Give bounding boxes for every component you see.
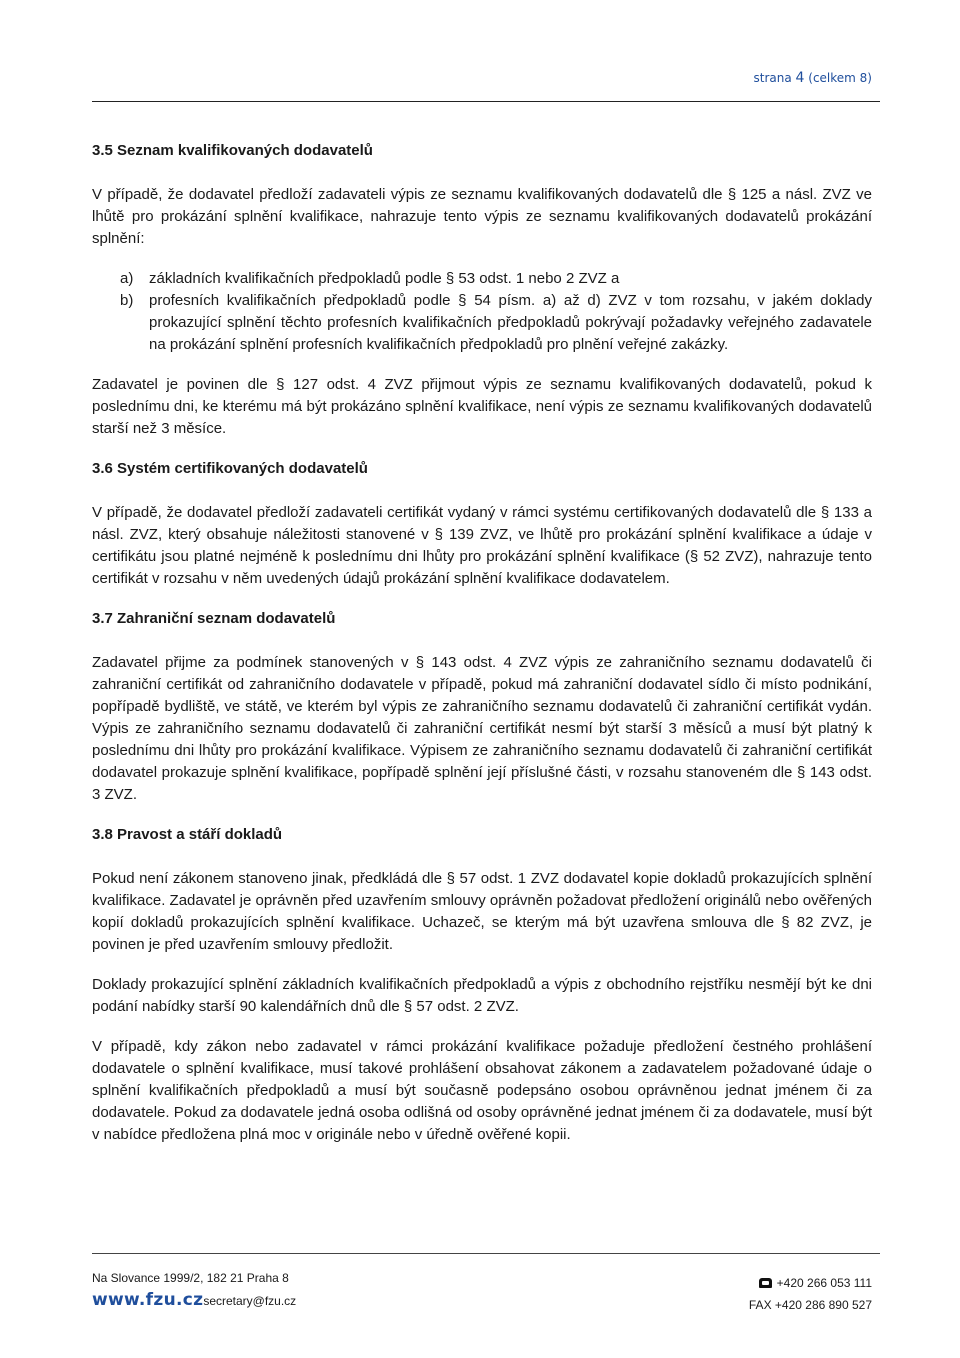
website-link[interactable]: www.fzu.cz <box>92 1290 204 1310</box>
paragraph: V případě, že dodavatel předloží zadavateli výpis ze seznamu kvalifikovaných dodavatelů dle § 125 a násl. ZVZ ve lhůtě pro prokázání splnění kvalifikace, nahrazuje tento výpis ze seznamu kvalifikovaných dodavatelů prokázání splnění: <box>92 186 872 247</box>
paragraph: V případě, kdy zákon nebo zadavatel v rámci prokázání kvalifikace požaduje předložení čestného prohlášení dodavatele o splnění kvalifikace, musí takové prohlášení obsahovat zákonem a zadavatelem požadované údaje o splnění kvalifikačních předpokladů a musí být současně podepsáno osobou oprávněnou jednat jménem či za dodavatele. Pokud za dodavatele jedná osoba odlišná od osoby oprávněné jednat jménem či za dodavatele, musí být v nabídce předložena plná moc v originále nebo v úředně ověřené kopii. <box>92 1038 872 1143</box>
page-suffix: (celkem 8) <box>804 71 872 85</box>
email-link[interactable]: secretary@fzu.cz <box>203 1294 297 1308</box>
header-divider <box>92 101 880 102</box>
list-item-text: profesních kvalifikačních předpokladů podle § 54 písm. a) až d) ZVZ v tom rozsahu, v jakém doklady prokazující splnění těchto profesních kvalifikačních předpokladů pokrývají požadavky veřejného zadavatele na prokázání splnění profesních kvalifikačních předpokladů pro plnění veřejné zakázky. <box>149 292 872 353</box>
list-item <box>92 290 872 356</box>
requirements-list <box>92 268 872 356</box>
paragraph: Zadavatel přijme za podmínek stanovených v § 143 odst. 4 ZVZ výpis ze zahraničního seznamu dodavatelů či zahraniční certifikát od zahraničního dodavatele v případě, pokud má zahraniční dodavatel sídlo či místo podnikání, popřípadě bydliště, ve státě, ve kterém byl výpis ze zahraničního seznamu dodavatelů či zahraniční certifikát vydán. Výpis ze zahraničního seznamu dodavatelů či zahraniční certifikát nesmí být starší 3 měsíců a musí být platný k poslednímu dni lhůty pro prokázání kvalifikace. Výpisem ze zahraničního seznamu dodavatelů či zahraniční certifikát dodavatel prokazuje splnění kvalifikace, popřípadě splnění její příslušné části, v rozsahu stanoveném dle § 143 odst. 3 ZVZ. <box>92 654 872 803</box>
paragraph: Pokud není zákonem stanoveno jinak, předkládá dle § 57 odst. 1 ZVZ dodavatel kopie dokladů prokazujících splnění kvalifikace. Zadavatel je oprávněn před uzavřením smlouvy oprávněn požadovat předložení originálů nebo ověřených kopií dokladů prokazujících splnění kvalifikace. Uchazeč, se kterým má být uzavřena smlouva dle § 82 ZVZ, je povinen je před uzavřením smlouvy předložit. <box>92 870 872 953</box>
page-number: 4 <box>795 70 805 86</box>
footer-phone-line <box>749 1272 872 1294</box>
footer-web-line <box>92 1292 296 1309</box>
section-title: 3.5 Seznam kvalifikovaných dodavatelů <box>92 142 373 159</box>
paragraph: Zadavatel je povinen dle § 127 odst. 4 ZVZ přijmout výpis ze seznamu kvalifikovaných dodavatelů, pokud k poslednímu dni, ke kterému má být prokázáno splnění kvalifikace, není výpis ze seznamu kvalifikovaných dodavatelů starší než 3 měsíce. <box>92 376 872 437</box>
section-3-5 <box>92 140 872 440</box>
section-title: 3.6 Systém certifikovaných dodavatelů <box>92 460 368 477</box>
list-marker: a) <box>120 270 134 287</box>
list-marker: b) <box>120 292 134 309</box>
footer-divider <box>92 1253 880 1254</box>
paragraph: V případě, že dodavatel předloží zadavateli certifikát vydaný v rámci systému certifikovaných dodavatelů dle § 133 a násl. ZVZ, který obsahuje náležitosti stanovené v § 139 ZVZ, ve lhůtě pro prokázání splnění kvalifikace a údaje v certifikátu jsou platné nejméně k poslednímu dni lhůty pro prokázání splnění kvalifikace (§ 52 ZVZ), nahrazuje tento certifikát v rozsahu v něm uvedených údajů prokázání splnění kvalifikace dodavatelem. <box>92 504 872 587</box>
footer-phone: +420 266 053 111 <box>776 1276 872 1290</box>
footer-contact-left <box>92 1270 296 1309</box>
page-number-label <box>754 70 873 86</box>
page-prefix: strana <box>753 71 796 85</box>
list-item-text: základních kvalifikačních předpokladů podle § 53 odst. 1 nebo 2 ZVZ a <box>149 270 620 287</box>
document-body <box>92 140 872 1164</box>
footer-contact-right <box>749 1272 872 1316</box>
section-3-7 <box>92 608 872 806</box>
footer-address: Na Slovance 1999/2, 182 21 Praha 8 <box>92 1271 289 1285</box>
phone-icon <box>759 1278 772 1288</box>
section-3-8 <box>92 824 872 1146</box>
list-item <box>92 268 872 290</box>
section-title: 3.7 Zahraniční seznam dodavatelů <box>92 610 336 627</box>
section-3-6 <box>92 458 872 590</box>
footer-fax: FAX +420 286 890 527 <box>748 1298 872 1312</box>
section-title: 3.8 Pravost a stáří dokladů <box>92 826 283 843</box>
paragraph: Doklady prokazující splnění základních kvalifikačních předpokladů a výpis z obchodního rejstříku nesmějí být ke dni podání nabídky starší 90 kalendářních dnů dle § 57 odst. 2 ZVZ. <box>92 976 872 1015</box>
